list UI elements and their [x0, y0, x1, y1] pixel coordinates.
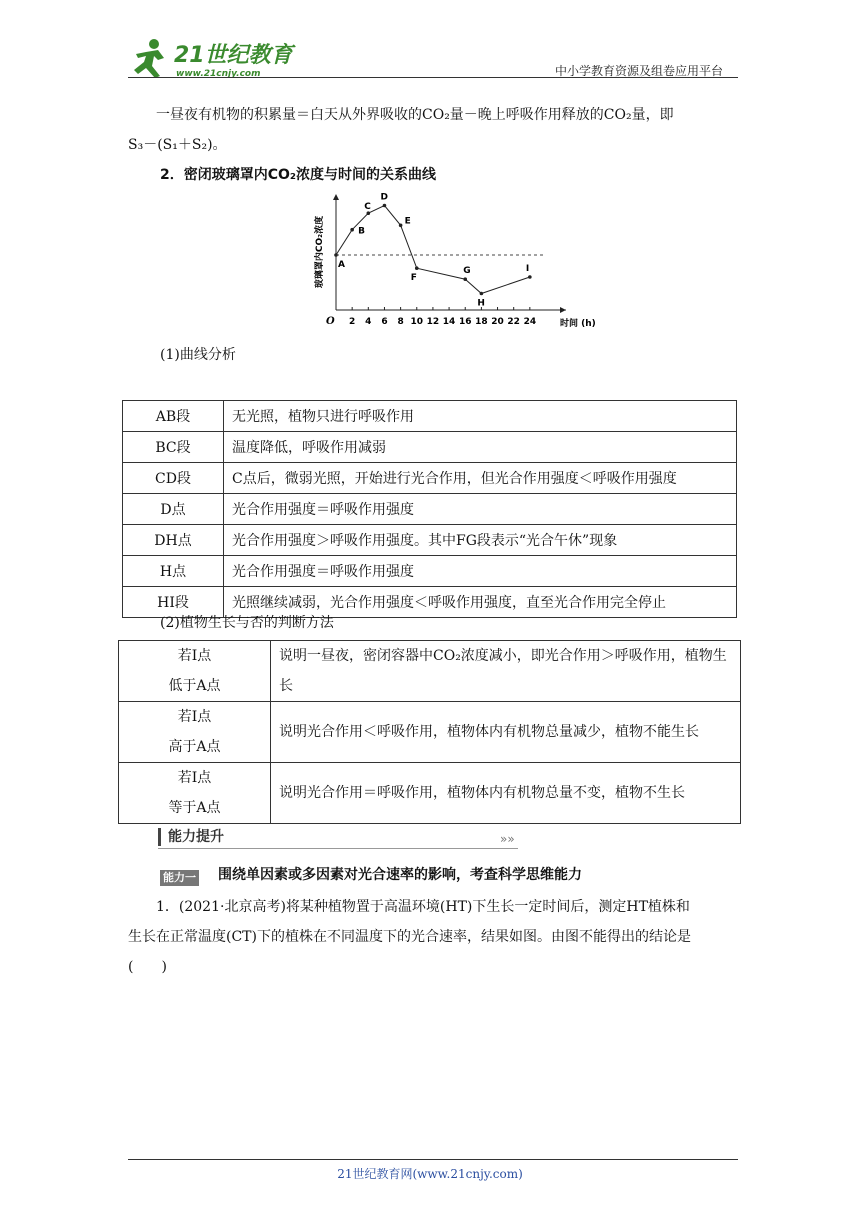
segment-description: 光合作用强度＝呼吸作用强度	[224, 556, 737, 587]
conclusion-cell: 说明一昼夜，密闭容器中CO₂浓度减小，即光合作用＞呼吸作用，植物生长	[271, 641, 741, 702]
intro-line2: S₃－(S₁＋S₂)。	[128, 137, 227, 153]
table-row	[119, 763, 741, 824]
origin-label: O	[326, 316, 335, 327]
double-chevron-icon: »»	[500, 832, 515, 846]
y-axis-arrow-icon	[333, 194, 339, 200]
co2-curve	[336, 206, 530, 294]
segment-description: 光合作用强度＞呼吸作用强度。其中FG段表示“光合午休”现象	[224, 525, 737, 556]
conclusion-cell: 说明光合作用＝呼吸作用，植物体内有机物总量不变，植物不生长	[271, 763, 741, 824]
ability-heading: 围绕单因素或多因素对光合速率的影响，考查科学思维能力	[218, 867, 582, 883]
curve-analysis-table	[122, 400, 737, 618]
x-axis-arrow-icon	[560, 307, 566, 313]
segment-label: HI段	[123, 587, 224, 618]
table-row	[119, 641, 741, 702]
data-point	[350, 228, 354, 232]
sub1-title: (1)曲线分析	[160, 347, 236, 363]
segment-description: 无光照，植物只进行呼吸作用	[224, 401, 737, 432]
data-point	[480, 292, 484, 296]
co2-chart-svg	[300, 192, 596, 340]
condition-line2: 等于A点	[168, 800, 221, 816]
intro-line1: 一昼夜有机物的积累量＝白天从外界吸收的CO₂量－晚上呼吸作用释放的CO₂量，即	[156, 107, 674, 123]
table-row	[123, 463, 737, 494]
condition-line1: 若I点	[177, 648, 212, 664]
table-row	[123, 432, 737, 463]
point-label: D	[380, 192, 388, 203]
point-label: G	[463, 266, 471, 277]
table-row	[119, 702, 741, 763]
conclusion-cell: 说明光合作用＜呼吸作用，植物体内有机物总量减少，植物不能生长	[271, 702, 741, 763]
footer-divider	[128, 1159, 738, 1160]
x-tick-label: 12	[426, 317, 440, 327]
site-logo	[128, 36, 293, 80]
runner-icon	[134, 39, 164, 78]
data-point	[463, 277, 467, 281]
point-label: I	[525, 264, 530, 274]
data-point	[528, 275, 532, 279]
x-tick-label: 20	[491, 317, 504, 327]
condition-line1: 若I点	[177, 709, 212, 725]
point-label: C	[364, 202, 371, 213]
header-divider	[128, 77, 738, 78]
x-tick-label: 22	[507, 317, 520, 327]
co2-time-chart	[300, 192, 596, 340]
x-tick-label: 24	[523, 317, 537, 327]
point-label: A	[338, 260, 345, 270]
segment-description: C点后，微弱光照，开始进行光合作用，但光合作用强度＜呼吸作用强度	[224, 463, 737, 494]
condition-cell	[119, 702, 271, 763]
segment-label: DH点	[123, 525, 224, 556]
table-row	[123, 525, 737, 556]
data-point	[383, 204, 387, 208]
segment-label: H点	[123, 556, 224, 587]
ability-badge: 能力一	[160, 866, 199, 882]
table-row	[123, 494, 737, 525]
y-axis-label: 玻璃罩内CO₂浓度	[315, 215, 325, 289]
x-axis-label: 时间 (h)	[560, 319, 596, 329]
ability-title: 能力提升	[168, 829, 224, 845]
segment-label: CD段	[123, 463, 224, 494]
segment-description: 光合作用强度＝呼吸作用强度	[224, 494, 737, 525]
svg-text:21世纪教育: 21世纪教育	[174, 43, 293, 68]
condition-line2: 低于A点	[168, 678, 221, 694]
x-tick-label: 6	[381, 317, 388, 327]
x-tick-label: 14	[442, 317, 456, 327]
section2-title: 2．密闭玻璃罩内CO₂浓度与时间的关系曲线	[160, 167, 437, 183]
footer-site-text: 21世纪教育网(www.21cnjy.com)	[337, 1167, 523, 1181]
segment-label: D点	[123, 494, 224, 525]
segment-description: 光照继续减弱，光合作用强度＜呼吸作用强度，直至光合作用完全停止	[224, 587, 737, 618]
point-label: F	[410, 273, 417, 284]
x-tick-label: 18	[475, 317, 488, 327]
ability-bar	[158, 828, 161, 846]
point-label: H	[477, 298, 485, 309]
table-row	[123, 401, 737, 432]
question1-line1: 1．(2021·北京高考)将某种植物置于高温环境(HT)下生长一定时间后，测定HT植株和	[156, 899, 690, 915]
sub2-title: (2)植物生长与否的判断方法	[160, 615, 334, 631]
growth-judgment-table	[118, 640, 741, 824]
question1-line2: 生长在正常温度(CT)下的植株在不同温度下的光合速率，结果如图。由图不能得出的结论是	[128, 929, 691, 945]
condition-line2: 高于A点	[168, 739, 221, 755]
data-point	[334, 253, 338, 257]
condition-line1: 若I点	[177, 770, 212, 786]
x-tick-label: 2	[349, 317, 356, 327]
data-point	[399, 224, 403, 228]
x-tick-label: 8	[397, 317, 404, 327]
header-platform-text: 中小学教育资源及组卷应用平台	[554, 64, 723, 78]
svg-text:www.21cnjy.com: www.21cnjy.com	[176, 69, 261, 79]
point-label: E	[404, 216, 411, 227]
table-row	[123, 556, 737, 587]
x-tick-label: 4	[365, 317, 372, 327]
data-point	[415, 266, 419, 270]
question1-answer-blank: ( )	[128, 959, 167, 975]
segment-label: BC段	[123, 432, 224, 463]
x-tick-label: 10	[410, 317, 424, 327]
condition-cell	[119, 641, 271, 702]
point-label: B	[358, 226, 366, 237]
condition-cell	[119, 763, 271, 824]
ability-divider	[158, 848, 518, 849]
segment-description: 温度降低，呼吸作用减弱	[224, 432, 737, 463]
x-tick-label: 16	[458, 317, 472, 327]
segment-label: AB段	[123, 401, 224, 432]
